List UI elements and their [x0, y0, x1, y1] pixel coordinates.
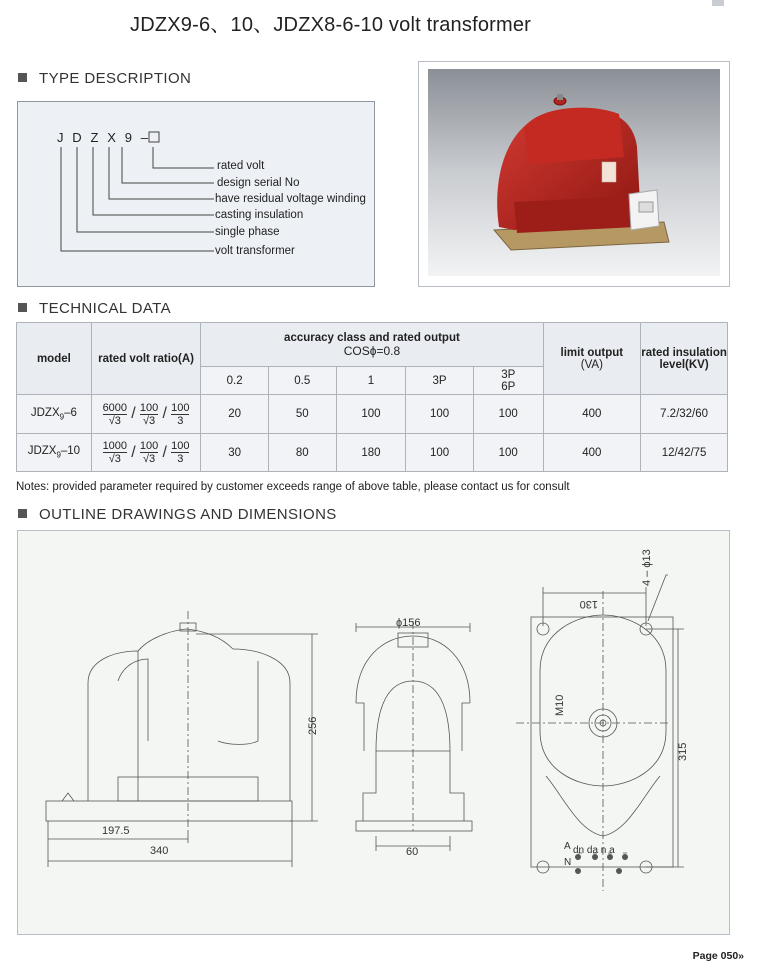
cell-value: 80 [268, 434, 336, 472]
dim-197-5: 197.5 [102, 825, 130, 837]
cell-value: 100 [406, 434, 474, 472]
top-view-outline [531, 617, 673, 867]
table-row [17, 434, 728, 472]
code-label-rated-volt: rated volt [217, 160, 265, 172]
row-ratio: $\frac{6000}{√3}$ / $\frac{100}{√3}$ / $\frac{100}{3}$ [91, 395, 201, 434]
code-label-casting-insulation: casting insulation [215, 209, 304, 221]
header-rated-volt-ratio: rated volt ratio(A) [91, 323, 201, 395]
header-accuracy-line2: COSϕ=0.8 [343, 343, 401, 358]
dim-m10: M10 [554, 694, 566, 716]
section-outline-drawings: OUTLINE DRAWINGS AND DIMENSIONS [18, 506, 337, 523]
dim-60: 60 [406, 846, 419, 858]
outline-drawing [18, 531, 729, 934]
cell-value: 100 [473, 434, 543, 472]
product-photo [418, 61, 730, 287]
square-bullet-icon [18, 303, 27, 312]
technical-data-table [16, 322, 728, 472]
cell-insulation: 7.2/32/60 [641, 395, 728, 434]
dim-340: 340 [150, 845, 169, 857]
notes-text: Notes: provided parameter required by customer exceeds range of above table, please contact us for consult [16, 481, 570, 493]
type-code: J D Z X 9 – [57, 130, 151, 145]
page-number: Page 050» [692, 950, 744, 962]
code-label-volt-transformer: volt transformer [215, 245, 295, 257]
row-ratio: $\frac{1000}{√3}$ / $\frac{100}{√3}$ / $\frac{100}{3}$ [91, 434, 201, 472]
code-label-single-phase: single phase [215, 226, 280, 238]
terminal-n: N [564, 857, 572, 868]
square-bullet-icon [18, 73, 27, 82]
section-technical-data: TECHNICAL DATA [18, 300, 171, 317]
class-0-2: 0.2 [201, 367, 269, 395]
row-model: $JDZX_9-6$ [17, 395, 92, 434]
corner-mark [712, 0, 724, 6]
terminal-a: A [564, 841, 571, 852]
code-label-design-serial: design serial No [217, 177, 300, 189]
header-model: model [17, 323, 92, 395]
terminal-labels: dn da n a [573, 845, 615, 856]
dim-130: 130 [579, 598, 598, 610]
page-title: JDZX9-6、10、JDZX8-6-10 volt transformer [130, 14, 532, 36]
dim-phi156: ϕ156 [396, 617, 421, 629]
cell-limit: 400 [543, 434, 641, 472]
code-box-icon [149, 132, 159, 142]
dim-315: 315 [677, 742, 689, 761]
code-label-residual-winding: have residual voltage winding [215, 193, 366, 205]
cell-insulation: 12/42/75 [641, 434, 728, 472]
header-limit-output: limit output (VA) [543, 323, 641, 395]
header-accuracy-line1: accuracy class and rated output [284, 331, 460, 344]
table-row [17, 395, 728, 434]
cell-value: 180 [336, 434, 406, 472]
header-rated-insulation: rated insulation level(KV) [641, 323, 728, 395]
section-type-description: TYPE DESCRIPTION [18, 70, 191, 87]
class-1: 1 [336, 367, 406, 395]
type-description-panel [17, 101, 375, 287]
outline-drawing-panel [17, 530, 730, 935]
cell-value: 100 [336, 395, 406, 434]
cell-limit: 400 [543, 395, 641, 434]
dim-256: 256 [307, 716, 319, 735]
class-0-5: 0.5 [268, 367, 336, 395]
cell-value: 100 [406, 395, 474, 434]
class-3p: 3P [406, 367, 474, 395]
front-base [46, 801, 292, 821]
square-bullet-icon [18, 509, 27, 518]
cell-value: 50 [268, 395, 336, 434]
class-3p-6p: 3P 6P [473, 367, 543, 395]
header-accuracy [201, 323, 543, 367]
cell-value: 20 [201, 395, 269, 434]
row-model: $JDZX_9-10$ [17, 434, 92, 472]
side-base [356, 821, 472, 831]
dim-4-phi13: 4 – ϕ13 [641, 549, 653, 586]
cell-value: 30 [201, 434, 269, 472]
cell-value: 100 [473, 395, 543, 434]
